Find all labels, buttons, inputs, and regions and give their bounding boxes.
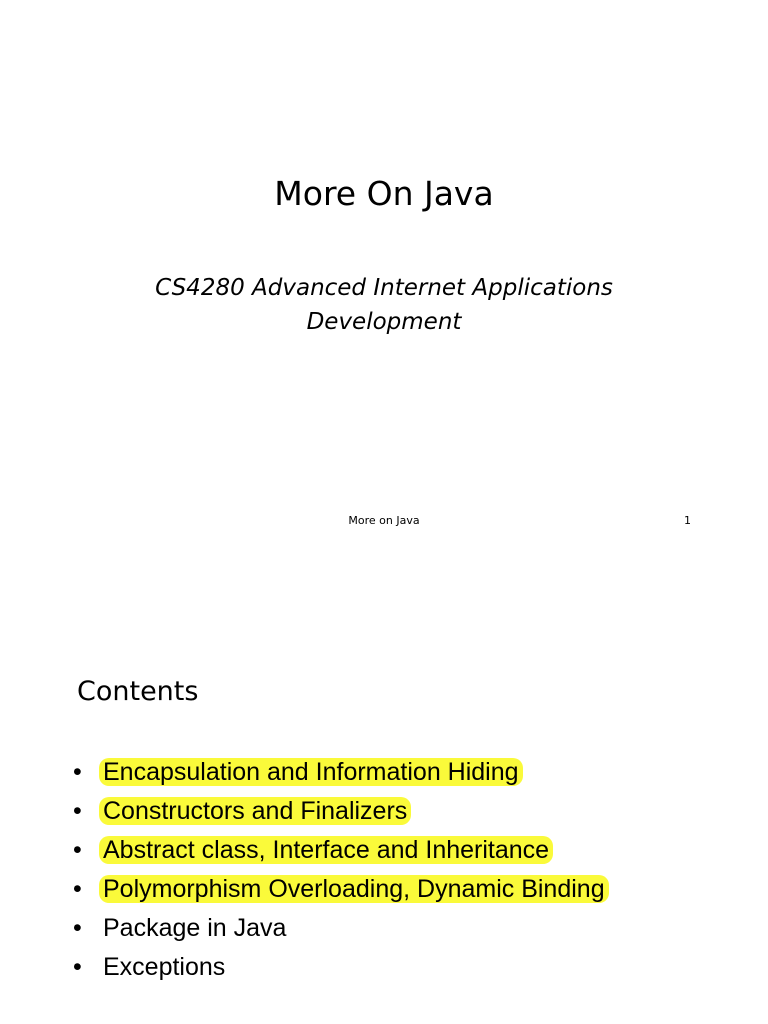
bullet-icon: • [73,914,82,942]
contents-heading: Contents [77,676,199,707]
list-item [73,794,609,833]
list-item-text: Package in Java [103,914,287,942]
list-item [73,872,609,911]
slide-subtitle [0,271,768,339]
list-item [73,950,609,989]
subtitle-line-2: Development [306,309,462,335]
bullet-icon: • [73,758,82,786]
list-item-text: Exceptions [103,953,226,981]
bullet-icon: • [73,875,82,903]
list-item [73,755,609,794]
slide-title: More On Java [274,174,494,213]
bullet-icon: • [73,953,82,981]
list-item-text: Polymorphism Overloading, Dynamic Binding [99,875,609,903]
subtitle-line-1: CS4280 Advanced Internet Applications [155,275,613,301]
bullet-icon: • [73,797,82,825]
list-item [73,833,609,872]
list-item [73,911,609,950]
list-item-text: Constructors and Finalizers [99,797,411,825]
bullet-icon: • [73,836,82,864]
list-item-text: Encapsulation and Information Hiding [99,758,523,786]
page-number: 1 [684,514,691,527]
list-item-text: Abstract class, Interface and Inheritance [99,836,553,864]
contents-list [73,755,609,989]
slide-footer: More on Java [348,514,420,527]
